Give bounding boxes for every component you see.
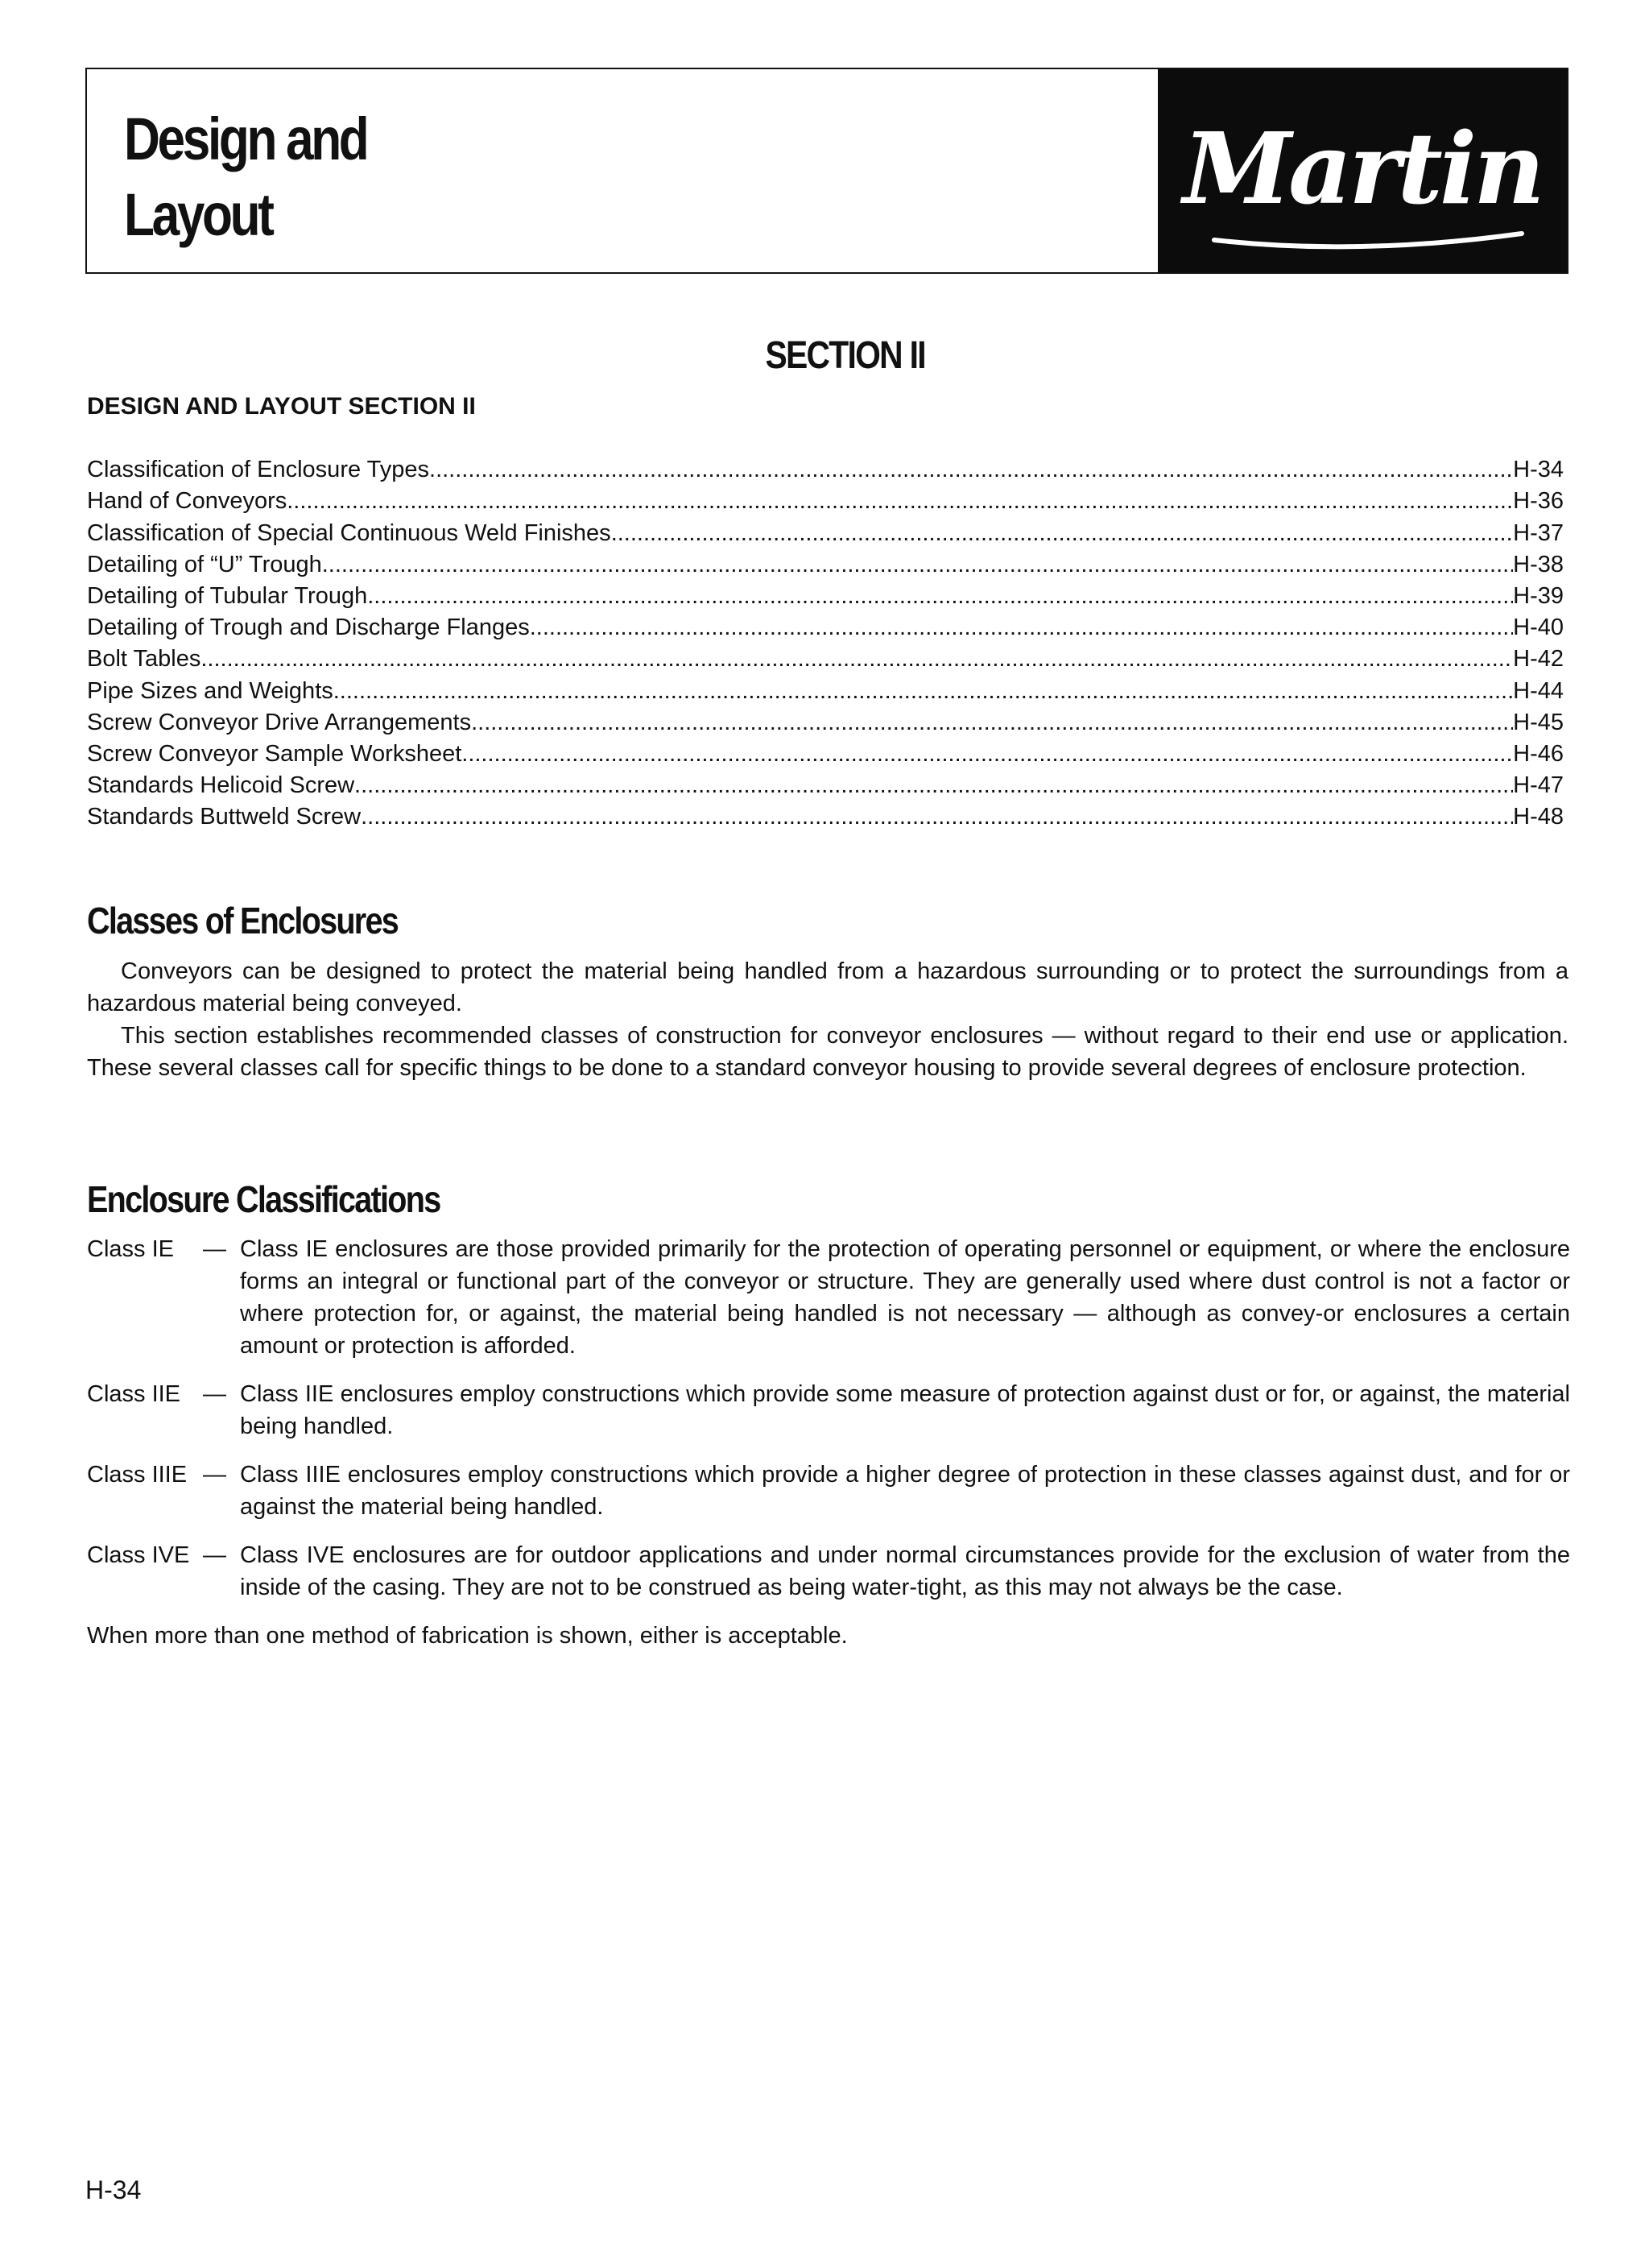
toc-item-title: Hand of Conveyors [87,488,287,515]
toc-item-page: H-34 [1513,457,1564,483]
class-name: Class IE [87,1236,174,1262]
toc-item-title: Standards Buttweld Screw [87,804,362,830]
toc-item[interactable] [87,675,1564,706]
page-number: H-34 [85,2175,142,2204]
toc-item-page: H-47 [1513,772,1564,799]
toc-leader [471,707,1513,739]
toc-leader [322,549,1513,581]
page-title [124,101,366,253]
toc-item-title: Classification of Special Continuous Weld Finishes [87,519,611,546]
toc-item-title: Screw Conveyor Drive Arrangements [87,709,472,735]
toc-item[interactable] [87,486,1564,517]
header-box [85,68,1568,274]
title-line-1: Design and [124,106,367,172]
class-description: Class IE enclosures are those provided primarily for the protection of operating personnel or equipment, or where the enclosure forms an integral or functional part of the conveyor or structure. They are generally used where dust control is not a factor or where protection for, or against, the material being handled is not necessary — although as convey-or enclosures a certain amount or protection is afforded. [240,1236,1570,1359]
paragraph: Conveyors can be designed to protect the material being handled from a hazardous surrounding or to protect the surroundings from a hazardous material being conveyed. [87,958,1568,1016]
toc-leader [611,518,1513,549]
class-name: Class IIIE [87,1462,188,1488]
toc-item-title: Bolt Tables [87,646,201,673]
toc-item[interactable] [87,707,1564,739]
toc-leader [287,486,1513,517]
class-entry [87,1539,1570,1604]
toc-leader [200,644,1513,675]
class-description: Class IIIE enclosures employ constructions which provide a higher degree of protection in these classes against dust, and for or against the material being handled. [240,1462,1570,1520]
toc-item-title: Detailing of Tubular Trough [87,582,368,609]
class-dash: — [203,1236,226,1262]
toc-leader [530,612,1513,644]
toc-item[interactable] [87,801,1564,833]
class-description: Class IIE enclosures employ constructions which provide some measure of protection against dust or for, or against, the material being handled. [240,1381,1570,1439]
toc-item-page: H-37 [1513,519,1564,546]
toc-item[interactable] [87,739,1564,770]
toc-item-page: H-48 [1513,804,1564,830]
toc-item-page: H-46 [1513,740,1564,767]
toc-item[interactable] [87,454,1564,486]
toc-item[interactable] [87,612,1564,644]
toc-leader [429,454,1513,486]
class-dash: — [203,1381,226,1407]
closing-note: When more than one method of fabrication is shown, either is acceptable. [87,1623,848,1649]
class-name: Class IIE [87,1381,181,1407]
toc-item-page: H-36 [1513,488,1564,515]
toc-leader [333,676,1513,707]
toc-item-title: Standards Helicoid Screw [87,772,355,799]
logo-wordmark: Martin [1183,110,1542,226]
classes-of-enclosures-body [87,955,1568,1084]
section-heading: SECTION II [765,334,926,377]
table-of-contents [87,454,1564,833]
title-line-2: Layout [124,181,272,248]
toc-leader [461,739,1513,770]
toc-item[interactable] [87,770,1564,801]
enclosure-class-list [87,1233,1570,1675]
class-dash: — [203,1462,226,1488]
toc-item[interactable] [87,581,1564,612]
toc-item-title: Detailing of Trough and Discharge Flanges [87,615,530,641]
toc-item[interactable] [87,517,1564,548]
toc-item-title: Detailing of “U” Trough [87,551,322,577]
toc-item-title: Screw Conveyor Sample Worksheet [87,740,462,767]
class-dash: — [203,1542,226,1568]
enclosure-classifications-heading: Enclosure Classifications [87,1178,440,1220]
class-description: Class IVE enclosures are for outdoor applications and under normal circumstances provide for the exclusion of water from the inside of the casing. They are not to be construed as being water-tight, as this may not always be the case. [240,1542,1570,1600]
toc-item-page: H-42 [1513,646,1564,673]
toc-item-page: H-44 [1513,677,1564,704]
toc-item-title: Classification of Enclosure Types [87,457,430,483]
classes-of-enclosures-heading: Classes of Enclosures [87,900,399,942]
logo-swash [1214,234,1522,246]
toc-item-page: H-38 [1513,551,1564,577]
toc-leader [354,770,1513,801]
toc-leader [361,801,1513,833]
class-entry [87,1378,1570,1442]
toc-item[interactable] [87,549,1564,581]
paragraph: This section establishes recommended classes of construction for conveyor enclosures — without regard to their end use or application. These several classes call for specific things to be done to a standard conveyor housing to provide several degrees of enclosure protection. [87,1023,1568,1081]
class-entry [87,1233,1570,1362]
toc-leader [367,581,1513,612]
toc-item[interactable] [87,644,1564,675]
toc-item-page: H-39 [1513,582,1564,609]
toc-item-page: H-40 [1513,615,1564,641]
class-name: Class IVE [87,1542,190,1568]
toc-item-title: Pipe Sizes and Weights [87,677,333,704]
toc-item-page: H-45 [1513,709,1564,735]
martin-logo [1158,69,1567,272]
toc-heading: DESIGN AND LAYOUT SECTION II [87,393,476,420]
class-entry [87,1459,1570,1523]
